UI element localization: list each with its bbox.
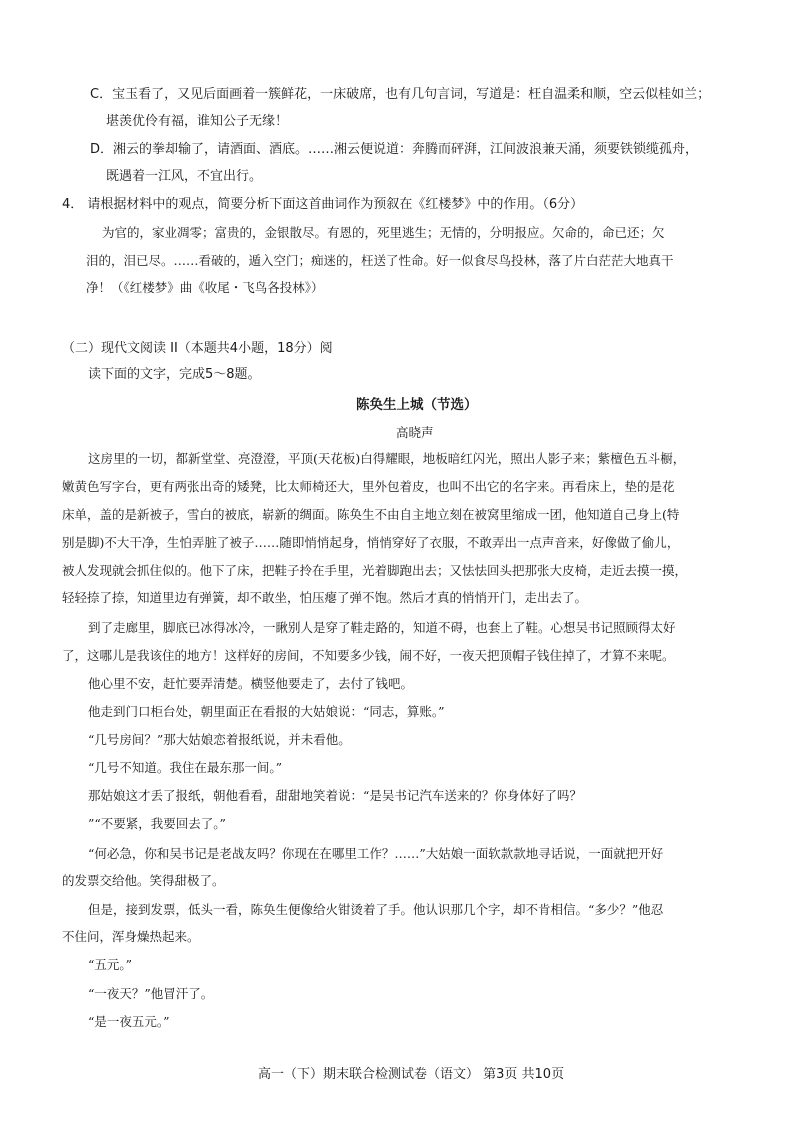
poem-line-2: 泪的，泪已尽。……看破的，遁入空门；痴迷的，枉送了性命。好一似食尽鸟投林，落了片白茫茫大地真干 — [86, 253, 674, 268]
option-d-line2: 既遇着一江风，不宜出行。 — [106, 169, 263, 184]
passage-line: “一夜天？”他冒汗了。 — [88, 986, 214, 1001]
poem-line-3: 净！（《红楼梦》曲《收尾・飞鸟各投林》） — [86, 280, 324, 295]
passage-line: 床单，盖的是新被子，雪白的被底，崭新的绸面。陈奂生不由自主地立刻在被窝里缩成一团，他知道自己身上(特 — [62, 507, 680, 522]
passage-line: 那姑娘这才丢了报纸，朝他看看，甜甜地笑着说：“是吴书记汽车送来的？你身体好了吗？ — [88, 788, 582, 803]
passage-author: 高晓声 — [396, 425, 434, 440]
passage-line: “几号房间？”那大姑娘恋着报纸说，并未看他。 — [88, 732, 351, 747]
passage-line: 别是脚)不大干净，生怕弄脏了被子……随即悄悄起身，悄悄穿好了衣服，不敢弄出一点声音来，好像做了偷儿， — [62, 535, 680, 550]
passage-line: 他心里不安，赶忙要弄清楚。横竖他要走了，去付了钱吧。 — [88, 676, 414, 691]
option-d-line1: D．湘云的拳却输了，请酒面、酒底。……湘云便说道：奔腾而砰湃，江间波浪兼天涌，须要铁锁缆孤舟， — [90, 142, 699, 157]
section-instruction: 读下面的文字，完成5～8题。 — [88, 367, 261, 382]
passage-title: 陈奂生上城（节选） — [356, 397, 478, 413]
page-footer: 高一（下）期末联合检测试卷（语文） 第3页 共10页 — [258, 1067, 565, 1082]
passage-line: 这房里的一切，都新堂堂、亮澄澄，平顶(天花板)白得耀眼，地板暗红闪光，照出人影子来；紫檀色五斗橱， — [88, 451, 686, 466]
option-c-line2: 堪羡优伶有福，谁知公子无缘！ — [106, 114, 289, 129]
question-4: 4． 请根据材料中的观点，简要分析下面这首曲词作为预叙在《红楼梦》中的作用。（6分） — [62, 197, 584, 212]
passage-line: 轻轻捺了捺，知道里边有弹簧，却不敢坐，怕压瘪了弹不饱。然后才真的悄悄开门，走出去了。 — [62, 590, 588, 605]
option-c-line1: C．宝玉看了，又见后面画着一簇鲜花，一床破席，也有几句言词，写道是：枉自温柔和顺，空云似桂如兰； — [90, 87, 711, 102]
poem-line-1: 为官的，家业凋零；富贵的，金银散尽。有恩的，死里逃生；无情的，分明报应。欠命的，命已还；欠 — [102, 225, 665, 240]
passage-line: 被人发现就会抓住似的。他下了床，把鞋子拎在手里，光着脚跑出去；又怯怯回头把那张大皮椅，走近去摸一摸， — [62, 563, 688, 578]
passage-line: “五元。” — [88, 957, 133, 972]
passage-line: 的发票交给他。笑得甜极了。 — [62, 873, 225, 888]
passage-line: 但是，接到发票，低头一看，陈奂生便像给火钳烫着了手。他认识那几个字，却不肯相信。“多少？”他忍 — [88, 902, 664, 917]
passage-line: ”“不要紧，我要回去了。” — [88, 816, 226, 831]
passage-line: 嫩黄色写字台，更有两张出奇的矮凳，比太师椅还大，里外包着皮，也叫不出它的名字来。再看床上，垫的是花 — [62, 479, 675, 494]
passage-line: 到了走廊里，脚底已冰得冰冷，一瞅别人是穿了鞋走路的，知道不碍，也套上了鞋。心想吴书记照顾得太好 — [88, 620, 676, 635]
passage-line: 他走到门口柜台处，朝里面正在看报的大姑娘说：“同志，算账。” — [88, 704, 445, 719]
passage-line: “几号不知道。我住在最东那一间。” — [88, 760, 283, 775]
passage-line: “是一夜五元。” — [88, 1014, 170, 1029]
passage-line: “何必急，你和吴书记是老战友吗？你现在在哪里工作？……”大姑娘一面软款款地寻话说，一面就把开好 — [88, 846, 664, 861]
passage-line: 了，这哪儿是我该住的地方！这样好的房间，不知要多少钱，闹不好，一夜天把顶帽子钱住掉了，才算不来呢。 — [62, 648, 675, 663]
section-heading: （二）现代文阅读 II（本题共4小题，18分）阅 — [62, 341, 333, 356]
passage-line: 不住问，浑身燥热起来。 — [62, 929, 200, 944]
